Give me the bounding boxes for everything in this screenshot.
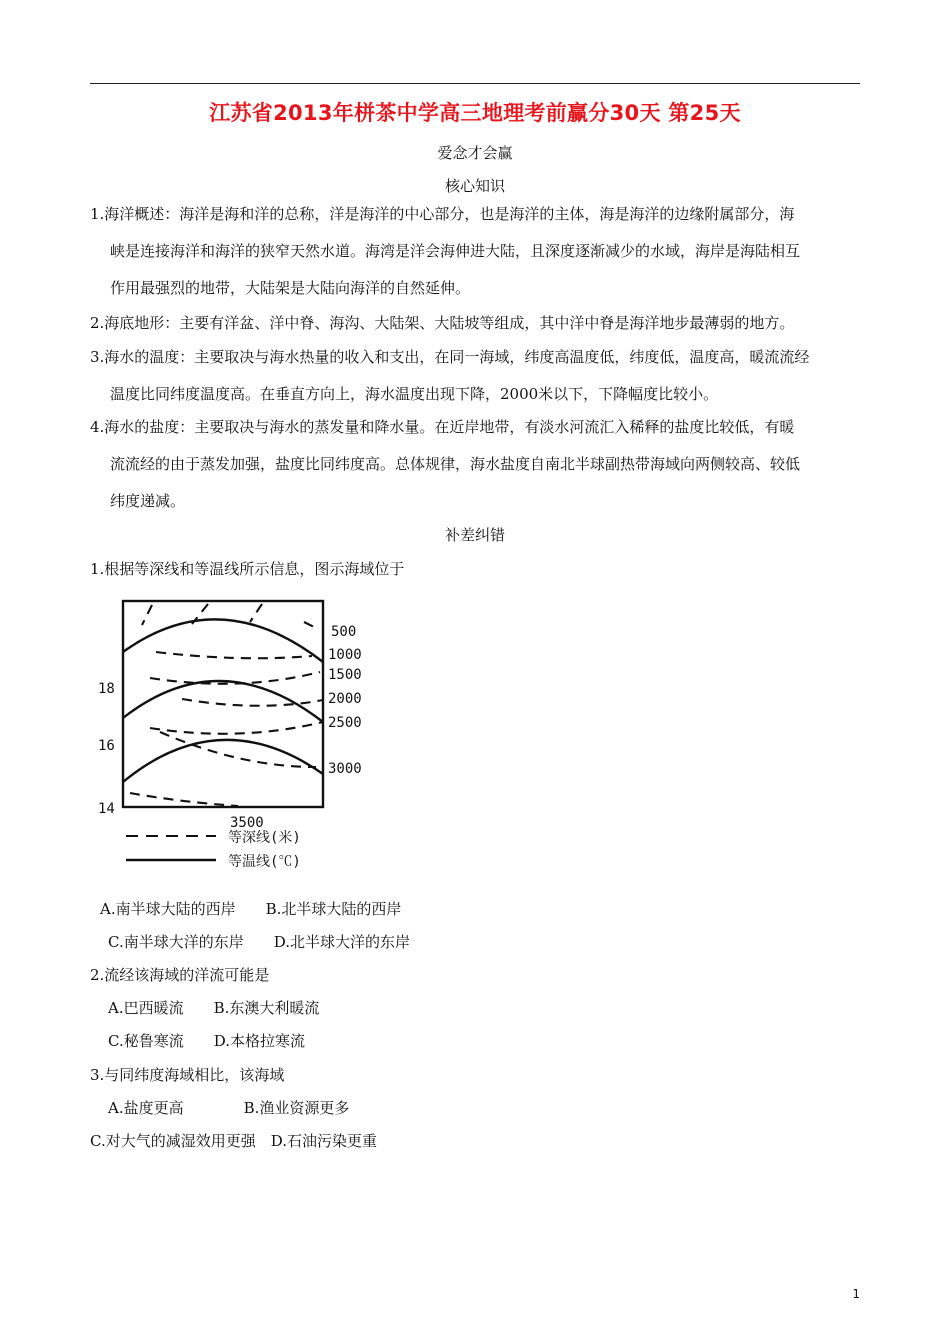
knowledge-item-2: [90, 305, 860, 342]
knowledge-line: 1.海洋概述：海洋是海和洋的总称，洋是海洋的中心部分，也是海洋的主体，海是海洋的边缘附属部分，海: [90, 205, 795, 223]
question-1-options-row2: C.南半球大洋的东岸 D.北半球大洋的东岸: [108, 933, 410, 951]
knowledge-line: 3.海水的温度：主要取决与海水热量的收入和支出，在同一海域，纬度高温度低，纬度低，温度高，暖流流经: [90, 348, 810, 366]
isobath-2000: [182, 699, 323, 706]
legend-solid-label: 等温线(℃): [228, 854, 301, 870]
depth-label-500: 500: [331, 624, 357, 640]
question-3-options-row2: C.对大气的减湿效用更强 D.石油污染更重: [90, 1132, 377, 1150]
isobath-3500: [130, 793, 238, 806]
isotherm-18: [123, 619, 323, 662]
question-3-stem: 3.与同纬度海域相比，该海域: [90, 1066, 285, 1084]
depth-label-1000: 1000: [328, 647, 362, 663]
knowledge-line: 2.海底地形：主要有洋盆、洋中脊、海沟、大陆架、大陆坡等组成，其中洋中脊是海洋地步最薄弱的地方。: [90, 314, 795, 332]
knowledge-line: 纬度递减。: [110, 492, 186, 510]
temp-label-16: 16: [98, 738, 115, 754]
depth-label-2000: 2000: [328, 691, 362, 707]
question-2-options-row2: C.秘鲁寒流 D.本格拉寒流: [108, 1032, 305, 1050]
depth-label-3000: 3000: [328, 761, 362, 777]
knowledge-line: 4.海水的盐度：主要取决与海水的蒸发量和降水量。在近岸地带，有淡水河流汇入稀释的盐度比较低，有暖: [90, 418, 795, 436]
knowledge-item-3: [90, 339, 860, 413]
question-1-options-row1: A.南半球大陆的西岸 B.北半球大陆的西岸: [100, 900, 402, 918]
isobath-500-d: [304, 622, 316, 628]
ocean-diagram: [90, 592, 390, 882]
knowledge-line: 流流经的由于蒸发加强，盐度比同纬度高。总体规律，海水盐度自南北半球副热带海域向两侧较高、较低: [110, 455, 801, 473]
depth-label-2500: 2500: [328, 715, 362, 731]
isobath-500-a: [142, 605, 152, 625]
depth-label-3500: 3500: [230, 815, 264, 831]
header-rule: [90, 83, 860, 84]
knowledge-line: 峡是连接海洋和海洋的狭窄天然水道。海湾是洋会海伸进大陆，且深度逐渐减少的水域，海岸是海陆相互: [110, 242, 801, 260]
isobath-1000: [156, 652, 312, 658]
knowledge-item-1: [90, 196, 860, 307]
isobath-3000: [160, 732, 316, 767]
temp-label-14: 14: [98, 801, 115, 817]
question-2-stem: 2.流经该海域的洋流可能是: [90, 966, 270, 984]
isobath-500-c: [250, 604, 262, 622]
depth-label-1500: 1500: [328, 667, 362, 683]
section-heading-core-knowledge: 核心知识: [444, 177, 505, 195]
question-3-options-row1: A.盐度更高 B.渔业资源更多: [108, 1099, 350, 1117]
knowledge-item-4: [90, 409, 860, 520]
section-heading-review: 补差纠错: [444, 526, 505, 544]
question-2-options-row1: A.巴西暖流 B.东澳大利暖流: [108, 999, 320, 1017]
legend-dashed-label: 等深线(米): [228, 830, 301, 846]
knowledge-line: 作用最强烈的地带，大陆架是大陆向海洋的自然延伸。: [110, 279, 471, 297]
subtitle: 爱念才会赢: [437, 144, 513, 162]
question-1-stem: 1.根据等深线和等温线所示信息，图示海域位于: [90, 560, 405, 578]
page-number: 1: [852, 1287, 860, 1301]
knowledge-line: 温度比同纬度温度高。在垂直方向上，海水温度出现下降，2000米以下，下降幅度比较小。: [110, 385, 719, 403]
isotherm-14: [123, 740, 323, 782]
isotherm-16: [123, 681, 323, 722]
isobath-2500: [150, 722, 323, 734]
document-title: 江苏省2013年栟茶中学高三地理考前赢分30天 第25天: [209, 101, 741, 125]
temp-label-18: 18: [98, 681, 115, 697]
